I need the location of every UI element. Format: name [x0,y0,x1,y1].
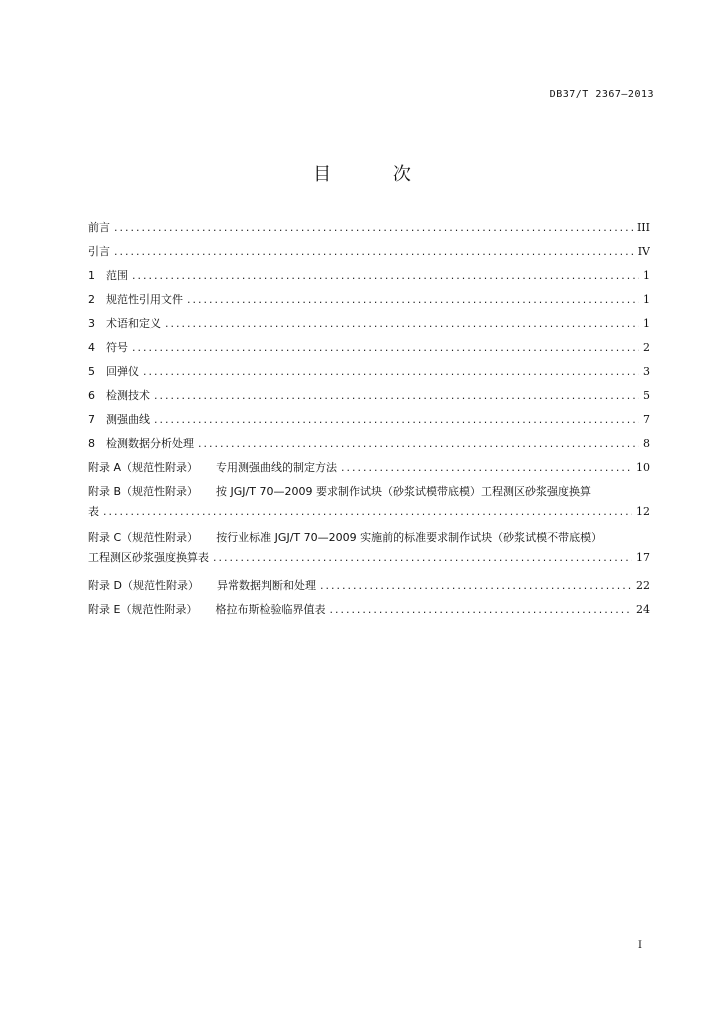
toc-appendix-label: 附录 D（规范性附录） [88,579,199,592]
toc-entry-label: 术语和定义 [106,317,161,330]
toc-appendix-title-continued: 工程测区砂浆强度换算表 [88,551,209,564]
toc-entry-page: IV [637,245,650,258]
toc-appendix-title: 异常数据判断和处理 [216,579,316,592]
toc-entry-label: 测强曲线 [106,413,150,426]
toc-leader-dots [143,360,639,384]
toc-leader-dots [198,432,639,456]
toc-entry-appendix-c[interactable] [88,528,650,572]
toc-entry-page: 1 [643,269,650,282]
toc-entry-appendix-e[interactable] [88,598,650,622]
toc-entry-1[interactable] [88,264,650,288]
toc-entry-label: 检测技术 [106,389,150,402]
toc-appendix-title: 格拉布斯检验临界值表 [215,603,326,616]
toc-entry-number: 8 [88,437,95,450]
toc-leader-dots [187,288,639,312]
toc-entry-page: 10 [636,461,650,474]
toc-entry-appendix-a[interactable] [88,456,650,480]
toc-entry-page: 1 [643,293,650,306]
toc-entry-8[interactable] [88,432,650,456]
toc-appendix-title: 专用测强曲线的制定方法 [216,461,338,474]
toc-entry-page: 17 [636,551,650,564]
toc-leader-dots [329,598,632,622]
toc-entry-appendix-d[interactable] [88,574,650,598]
toc-leader-dots [103,502,632,522]
document-code: DB37/T 2367—2013 [549,89,654,100]
toc-leader-dots [213,548,632,568]
toc-entry-label: 检测数据分析处理 [106,437,194,450]
table-of-contents [88,216,650,622]
toc-entry-page: 22 [636,579,650,592]
toc-entry-7[interactable] [88,408,650,432]
toc-appendix-label: 附录 C（规范性附录） [88,531,199,544]
page-number: I [638,940,642,951]
toc-leader-dots [114,216,633,240]
toc-entry-preface[interactable] [88,216,650,240]
toc-leader-dots [114,240,634,264]
toc-entry-number: 7 [88,413,95,426]
toc-appendix-title: 按行业标准 JGJ/T 70—2009 实施前的标准要求制作试块（砂浆试模不带底模） [216,531,603,544]
toc-leader-dots [320,574,632,598]
toc-entry-5[interactable] [88,360,650,384]
toc-leader-dots [132,264,639,288]
toc-entry-page: 2 [643,341,650,354]
toc-entry-number: 2 [88,293,95,306]
toc-entry-appendix-b[interactable] [88,482,650,526]
toc-entry-page: 12 [636,505,650,518]
toc-leader-dots [165,312,639,336]
toc-entry-label: 前言 [88,221,110,234]
toc-entry-label: 规范性引用文件 [106,293,183,306]
toc-entry-number: 1 [88,269,95,282]
toc-entry-label: 引言 [88,245,110,258]
toc-entry-page: 7 [643,413,650,426]
toc-appendix-title: 按 JGJ/T 70—2009 要求制作试块（砂浆试模带底模）工程测区砂浆强度换算 [216,485,591,498]
toc-appendix-label: 附录 A（规范性附录） [88,461,199,474]
toc-entry-page: 3 [643,365,650,378]
toc-appendix-label: 附录 B（规范性附录） [88,485,199,498]
toc-appendix-label: 附录 E（规范性附录） [88,603,198,616]
toc-entry-label: 范围 [106,269,128,282]
toc-entry-page: 1 [643,317,650,330]
toc-leader-dots [154,408,639,432]
toc-entry-number: 6 [88,389,95,402]
toc-entry-page: 24 [636,603,650,616]
toc-entry-introduction[interactable] [88,240,650,264]
toc-leader-dots [154,384,639,408]
toc-entry-6[interactable] [88,384,650,408]
toc-entry-number: 5 [88,365,95,378]
toc-entry-number: 4 [88,341,95,354]
toc-title: 目 次 [313,164,439,185]
toc-appendix-title-continued: 表 [88,505,99,518]
toc-entry-2[interactable] [88,288,650,312]
toc-entry-label: 回弹仪 [106,365,139,378]
toc-entry-3[interactable] [88,312,650,336]
toc-leader-dots [132,336,639,360]
toc-entry-page: 5 [643,389,650,402]
toc-entry-number: 3 [88,317,95,330]
toc-entry-4[interactable] [88,336,650,360]
toc-entry-label: 符号 [106,341,128,354]
toc-entry-page: 8 [643,437,650,450]
toc-entry-page: III [636,221,650,234]
toc-leader-dots [341,456,632,480]
